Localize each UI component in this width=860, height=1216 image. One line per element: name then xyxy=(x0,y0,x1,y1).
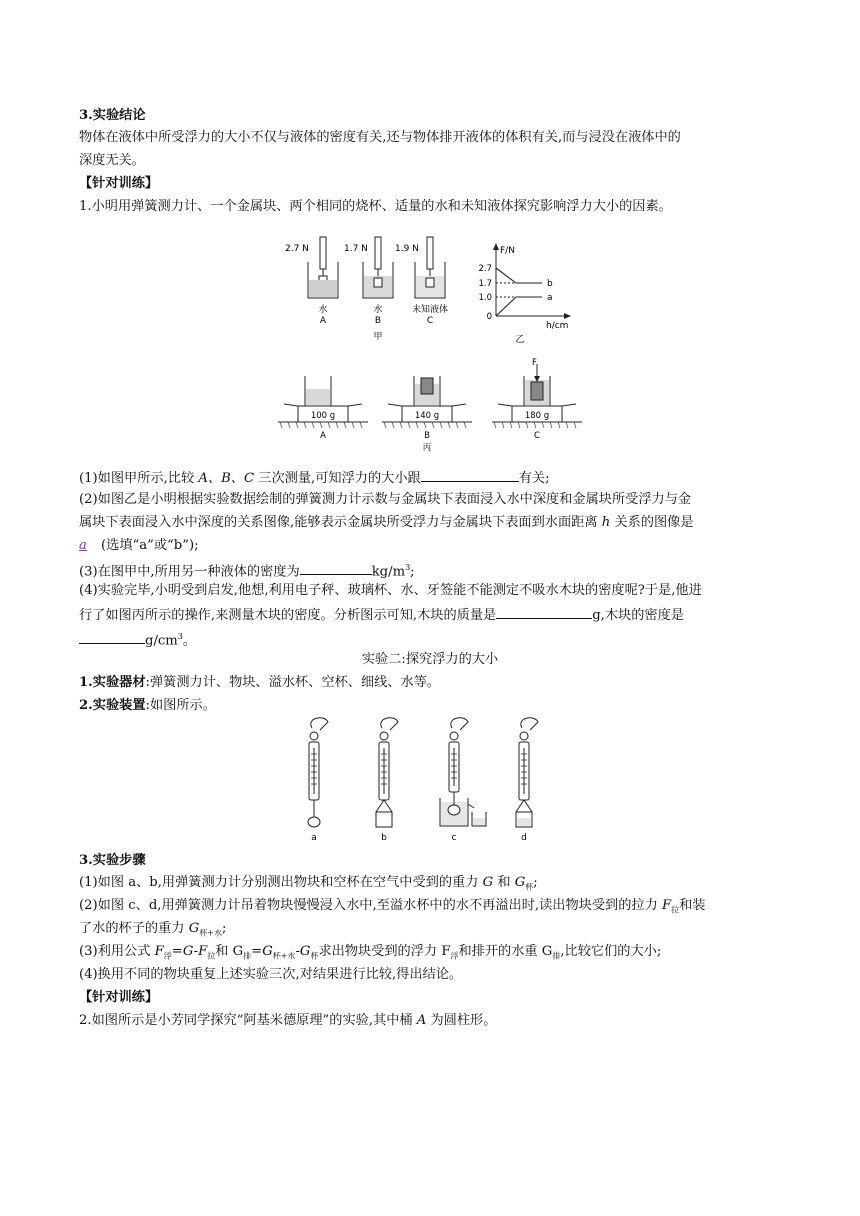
force-label: F xyxy=(532,358,537,368)
beaker-a xyxy=(285,237,338,326)
figure-jia-caption: 甲 xyxy=(373,332,383,342)
label-c: c xyxy=(451,833,457,843)
label-b: b xyxy=(381,833,387,843)
tick-0: 0 xyxy=(486,312,492,322)
step-2-line1: (2)如图 c、d,用弹簧测力计吊着物块慢慢浸入水中,至溢水杯中的水不再溢出时,读出物块受到的拉力 $F_拉$和装 xyxy=(79,898,706,915)
conclusion-text-line2: 深度无关。 xyxy=(79,153,145,168)
mass-b: 140 g xyxy=(414,411,440,421)
figure-yi-caption: 乙 xyxy=(515,335,525,344)
scale-setup-d xyxy=(516,718,538,843)
question1-part4-line1: (4)实验完毕,小明受到启发,他想,利用电子秤、玻璃杯、水、牙签能不能测定不吸水木块的密度呢?于是,他进 xyxy=(79,583,702,598)
letter-a: A xyxy=(319,316,327,326)
step-1: (1)如图 a、b,用弹簧测力计分别测出物块和空杯在空气中受到的重力 G 和 $G_杯$; xyxy=(79,875,538,892)
step-2-line2: 了水的杯子的重力 $G_{杯+水}$; xyxy=(79,921,227,938)
step-3: (3)利用公式 $F_浮=G-F_拉$和 $G_排=G_{杯+水}-G_杯$求出物块受到的浮力 $F_浮$和排开的水重 $G_排$,比较它们的大小; xyxy=(79,944,662,961)
line-a-label: a xyxy=(547,293,553,303)
figure-bing-caption: 丙 xyxy=(422,443,432,453)
scale-setup-c xyxy=(440,718,486,843)
answer-blank-2[interactable]: a xyxy=(79,538,87,553)
question1-part3: (3)在图甲中,所用另一种液体的密度为 $kg/m^3$; xyxy=(79,563,415,580)
tick-2-7: 2.7 xyxy=(478,264,492,274)
question1-part2-line2: 属块下表面浸入水中深度的关系图像,能够表示金属块所受浮力与金属块下表面到水面距离 h 关系的图像是 xyxy=(79,515,694,530)
answer-blank-4[interactable] xyxy=(496,605,592,619)
beaker-c xyxy=(395,237,448,326)
answer-blank-5[interactable] xyxy=(79,630,145,644)
line-b-label: b xyxy=(547,279,553,289)
scale-a xyxy=(278,376,368,441)
reading-b: 1.7 N xyxy=(344,244,368,254)
mass-c: 180 g xyxy=(524,411,550,421)
question1-part2-line1: (2)如图乙是小明根据实验数据绘制的弹簧测力计示数与金属块下表面浸入水中深度和金属块所受浮力与金 xyxy=(79,492,692,507)
letter-c: C xyxy=(534,431,540,441)
question1-part4-line3: $g/cm^3$。 xyxy=(79,628,196,650)
experiment2-setup: 2.实验装置:如图所示。 xyxy=(79,698,216,713)
answer-blank-3[interactable] xyxy=(300,561,372,575)
training-heading-1: 【针对训练】 xyxy=(79,176,159,191)
liquid-b: 水 xyxy=(373,305,383,315)
reading-c: 1.9 N xyxy=(395,244,419,254)
liquid-c: 未知液体 xyxy=(411,305,449,315)
section-title-conclusion: 3.实验结论 xyxy=(79,108,146,123)
scale-b xyxy=(382,376,472,453)
experiment2-title: 实验二:探究浮力的大小 xyxy=(361,652,499,667)
liquid-a: 水 xyxy=(318,305,328,315)
experiment2-equipment: 1.实验器材:弹簧测力计、物块、溢水杯、空杯、细线、水等。 xyxy=(79,675,441,690)
question1-part2-line3: a (选填“a”或“b”); xyxy=(79,538,199,553)
beaker-b xyxy=(344,237,393,326)
label-d: d xyxy=(521,833,527,843)
figure-jia xyxy=(282,232,464,344)
letter-b: B xyxy=(424,431,430,441)
tick-1-7: 1.7 xyxy=(478,279,492,289)
line-a xyxy=(496,297,542,316)
tick-1-0: 1.0 xyxy=(478,293,492,303)
steps-title: 3.实验步骤 xyxy=(79,853,146,868)
x-axis-label: h/cm xyxy=(546,321,569,331)
answer-blank-1[interactable] xyxy=(421,468,519,482)
line-b xyxy=(496,268,542,283)
label-a: a xyxy=(311,833,317,843)
training-heading-2: 【针对训练】 xyxy=(79,990,159,1005)
mass-a: 100 g xyxy=(310,411,336,421)
step-4: (4)换用不同的物块重复上述实验三次,对结果进行比较,得出结论。 xyxy=(79,967,463,982)
figure-yi-graph xyxy=(472,240,584,344)
scale-c xyxy=(492,358,582,441)
scale-setup-a xyxy=(308,718,328,843)
question1-part1: (1)如图甲所示,比较 A、B、C 三次测量,可知浮力的大小跟 有关; xyxy=(79,468,550,488)
reading-a: 2.7 N xyxy=(285,244,309,254)
conclusion-text-line1: 物体在液体中所受浮力的大小不仅与液体的密度有关,还与物体排开液体的体积有关,而与浸没在液体中的 xyxy=(79,130,681,145)
scale-setup-b xyxy=(376,718,398,843)
question1-part4-line2: 行了如图丙所示的操作,来测量木块的密度。分析图示可知,木块的质量是 g,木块的密度是 xyxy=(79,605,684,625)
letter-c: C xyxy=(426,316,434,326)
question2-intro: 2.如图所示是小芳同学探究“阿基米德原理”的实验,其中桶 A 为圆柱形。 xyxy=(79,1013,497,1028)
letter-a: A xyxy=(320,431,326,441)
figure-bing xyxy=(278,356,588,460)
y-axis-label: F/N xyxy=(500,246,515,256)
letter-b: B xyxy=(374,316,382,326)
figure-spring-scales xyxy=(296,714,556,846)
question1-intro: 1.小明用弹簧测力计、一个金属块、两个相同的烧杯、适量的水和未知液体探究影响浮力大小的因素。 xyxy=(79,199,672,214)
